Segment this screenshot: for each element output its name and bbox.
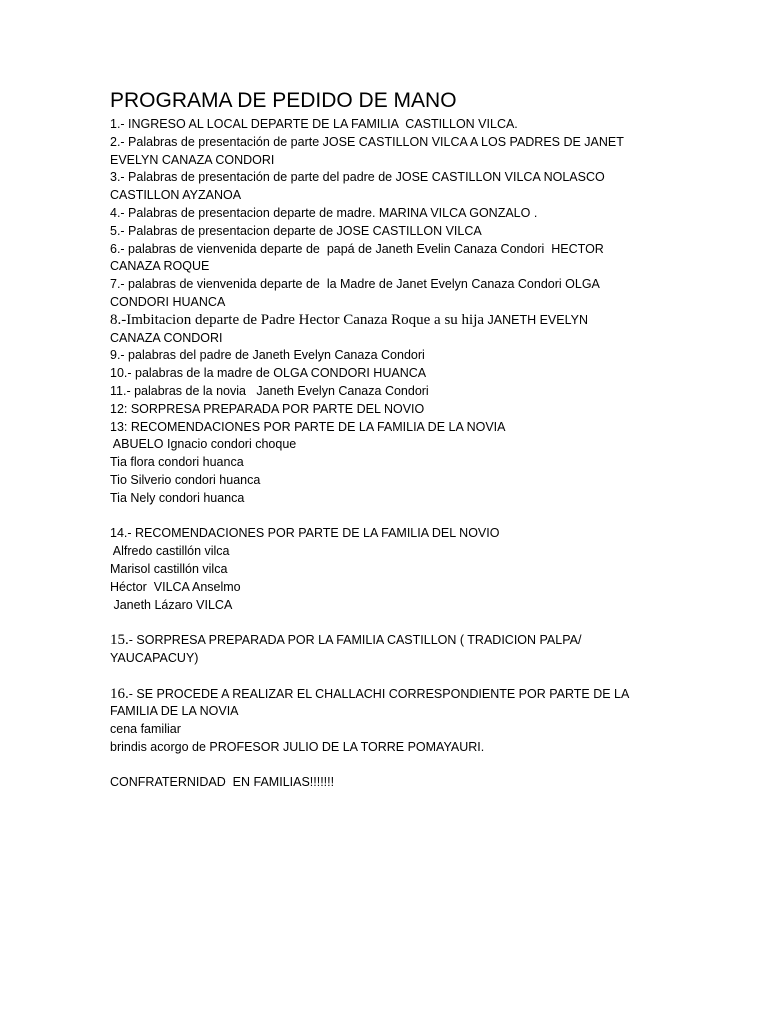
item-8-sans-text: JANETH EVELYN — [484, 312, 588, 327]
groom-family-member: Marisol castillón vilca — [110, 561, 228, 576]
item-15-line-1 — [110, 632, 629, 650]
blank-line — [110, 508, 629, 526]
document-body — [110, 116, 629, 792]
item-8-line-1 — [110, 312, 629, 330]
item-3-line-1: 3.- Palabras de presentación de parte del padre de JOSE CASTILLON VILCA NOLASCO — [110, 170, 605, 185]
bride-family-member: Tio Silverio condori huanca — [110, 472, 261, 487]
item-14-heading: 14.- RECOMENDACIONES POR PARTE DE LA FAMILIA DEL NOVIO — [110, 526, 500, 541]
item-16-number: 16. — [110, 685, 129, 702]
item-10-line: 10.- palabras de la madre de OLGA CONDORI HUANCA — [110, 366, 427, 381]
item-16-text: - SE PROCEDE A REALIZAR EL CHALLACHI CORRESPONDIENTE POR PARTE DE LA — [128, 686, 630, 701]
item-1-line: 1.- INGRESO AL LOCAL DEPARTE DE LA FAMILIA CASTILLON VILCA. — [110, 117, 518, 131]
bride-family-member: ABUELO Ignacio condori choque — [110, 437, 297, 452]
groom-family-member: Alfredo castillón vilca — [110, 544, 230, 559]
item-16-detail: cena familiar — [110, 722, 181, 737]
item-6-line-1: 6.- palabras de vienvenida departe de papá de Janeth Evelin Canaza Condori HECTOR — [110, 241, 604, 256]
blank-line — [110, 614, 629, 632]
blank-line — [110, 757, 629, 775]
document-title: PROGRAMA DE PEDIDO DE MANO — [110, 89, 457, 112]
item-16-detail: brindis acorgo de PROFESOR JULIO DE LA TORRE POMAYAURI. — [110, 739, 485, 754]
bride-family-member: Tia flora condori huanca — [110, 455, 244, 470]
item-15-number: 15. — [110, 632, 129, 649]
item-2-line-2: EVELYN CANAZA CONDORI — [110, 152, 275, 167]
item-9-line: 9.- palabras del padre de Janeth Evelyn Canaza Condori — [110, 348, 425, 363]
item-5-line: 5.- Palabras de presentacion departe de JOSE CASTILLON VILCA — [110, 223, 482, 238]
item-12-line: 12: SORPRESA PREPARADA POR PARTE DEL NOVIO — [110, 401, 425, 416]
item-15-line-2: YAUCAPACUY) — [110, 650, 199, 665]
closing-line: CONFRATERNIDAD EN FAMILIAS!!!!!!! — [110, 775, 335, 790]
item-7-line-2: CONDORI HUANCA — [110, 294, 226, 309]
item-11-line: 11.- palabras de la novia Janeth Evelyn Canaza Condori — [110, 383, 429, 398]
item-15-text: - SORPRESA PREPARADA POR LA FAMILIA CASTILLON ( TRADICION PALPA/ — [128, 633, 582, 648]
item-8-serif-text: 8.-Imbitacion departe de Padre Hector Canaza Roque a su hija — [110, 311, 485, 328]
item-2-line-1: 2.- Palabras de presentación de parte JOSE CASTILLON VILCA A LOS PADRES DE JANET — [110, 134, 624, 149]
item-7-line-1: 7.- palabras de vienvenida departe de la Madre de Janet Evelyn Canaza Condori OLGA — [110, 277, 600, 292]
bride-family-member: Tia Nely condori huanca — [110, 490, 245, 505]
item-3-line-2: CASTILLON AYZANOA — [110, 188, 242, 203]
item-16-line-1 — [110, 686, 629, 704]
groom-family-member: Janeth Lázaro VILCA — [110, 597, 233, 612]
item-6-line-2: CANAZA ROQUE — [110, 259, 210, 274]
blank-line — [110, 668, 629, 686]
groom-family-member: Héctor VILCA Anselmo — [110, 579, 241, 594]
item-13-heading: 13: RECOMENDACIONES POR PARTE DE LA FAMILIA DE LA NOVIA — [110, 419, 506, 434]
item-8-line-2: CANAZA CONDORI — [110, 330, 223, 345]
item-4-line: 4.- Palabras de presentacion departe de madre. MARINA VILCA GONZALO . — [110, 205, 538, 220]
item-16-line-2: FAMILIA DE LA NOVIA — [110, 704, 239, 719]
